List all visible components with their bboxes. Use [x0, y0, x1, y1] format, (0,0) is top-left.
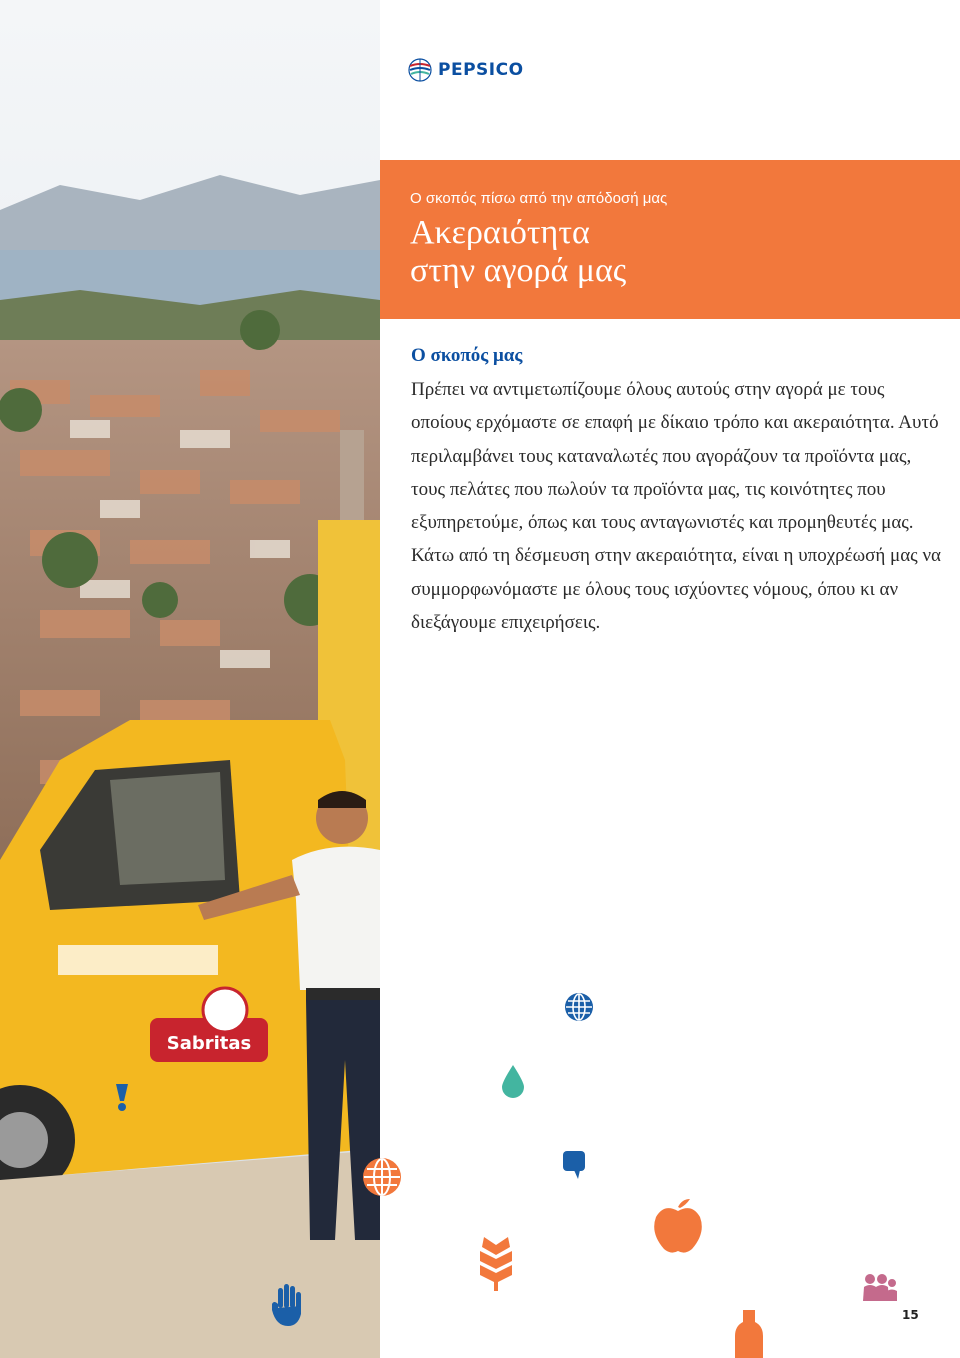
page-title: [410, 214, 626, 290]
bottle-icon: [734, 1310, 764, 1358]
water-drop-icon: [500, 1064, 526, 1098]
title-banner: [380, 160, 960, 319]
section-body: Πρέπει να αντιμετωπίζουμε όλους αυτούς στην αγορά με τους οποίους ερχόμαστε σε επαφή με δίκαιο τρόπο και ακεραιότητα. Αυτό περιλαμβάνει τους καταναλωτές που αγοράζουν τα προϊόντα μας, τους πελάτες που πωλούν τα προϊόντα μας, τις κοινότητες που εξυπηρετούμε, όπως και τους ανταγωνιστές και προμηθευτές μας. Κάτω από τη δέσμευση στην ακεραιότητα, είναι η υποχρέωσή μας να συμμορφωνόμαστε με όλους τους ισχύοντες νόμους, όπου κι αν διεξάγουμε επιχειρήσεις.: [411, 379, 941, 634]
globe-icon: [564, 992, 594, 1022]
banner-subtitle: Ο σκοπός πίσω από την απόδοσή μας: [410, 190, 668, 207]
page-number: 15: [902, 1308, 919, 1322]
wheat-icon: [476, 1235, 516, 1291]
section-heading: Ο σκοπός μας: [411, 345, 523, 366]
exclamation-icon: [112, 1082, 132, 1112]
apple-icon: [652, 1197, 704, 1255]
cover-photo: [0, 0, 380, 1358]
pepsico-logo: [408, 58, 524, 82]
people-icon: [862, 1273, 898, 1303]
page-title-line-2: στην αγορά μας: [410, 252, 627, 289]
hand-icon: [270, 1284, 304, 1326]
truck-brand-text: Sabritas: [166, 1033, 252, 1054]
page-title-line-1: Ακεραιότητα: [410, 214, 590, 251]
globe-icon: [362, 1157, 402, 1197]
main-content: [411, 343, 941, 639]
speech-bubble-icon: [562, 1150, 586, 1180]
logo-text: PEPSICO: [438, 60, 524, 80]
pepsico-globe-icon: [408, 58, 432, 82]
